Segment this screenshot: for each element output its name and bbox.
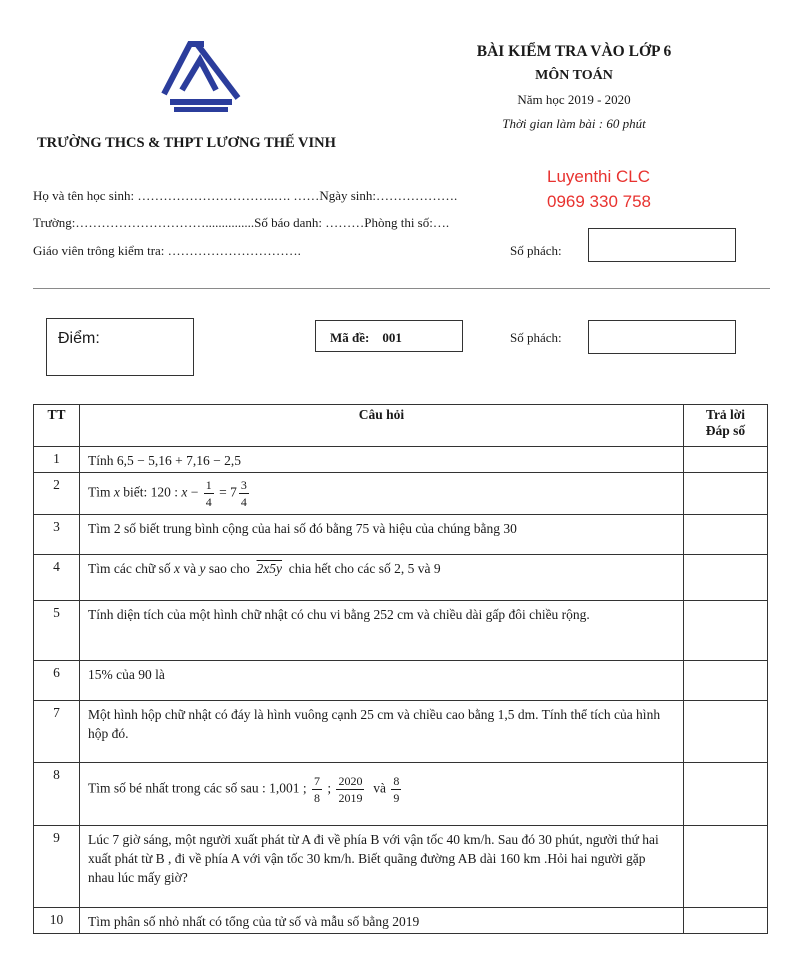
exam-duration: Thời gian làm bài : 60 phút [502,116,646,131]
question-number: 1 [34,447,80,473]
answer-cell [684,555,768,601]
question-text: Một hình hộp chữ nhật có đáy là hình vuông cạnh 25 cm và chiều cao bằng 1,5 dm. Tính thể tích của hình hộp đó. [80,701,684,763]
question-text: Lúc 7 giờ sáng, một người xuất phát từ A đi về phía B với vận tốc 40 km/h. Sau đó 30 phút, người thứ hai xuất phát từ B , đi về phía A với vận tốc 30 km/h. Biết quãng đường AB dài 160 km .Hỏi hai người gặp nhau lúc mấy giờ? [80,826,684,908]
answer-cell [684,908,768,934]
table-row [34,701,768,763]
question-number: 9 [34,826,80,908]
secret-code-box-top [588,228,736,262]
question-text: Tìm x biết: 120 : x − $\frac{1}{4}$ = 7 $\frac{3}{4}$ [80,473,684,515]
divider [33,288,770,289]
question-number: 7 [34,701,80,763]
table-row [34,826,768,908]
score-label: Điểm: [58,330,100,347]
exam-code [330,330,402,346]
question-number: 5 [34,601,80,661]
table-row [34,555,768,601]
watermark-name: Luyenthi CLC [547,167,651,186]
header-question: Câu hỏi [80,405,684,447]
table-row [34,515,768,555]
school-year: Năm học 2019 - 2020 [517,92,631,107]
fraction: $\frac{7}{8}$ [313,774,320,805]
header-tt: TT [34,405,80,447]
question-number: 10 [34,908,80,934]
table-row [34,601,768,661]
answer-cell [684,701,768,763]
table-row [34,447,768,473]
secret-code-label-bottom: Số phách: [510,330,562,345]
school-name: TRƯỜNG THCS & THPT LƯƠNG THẾ VINH [37,135,336,151]
secret-code-box-bottom [588,320,736,354]
answer-cell [684,515,768,555]
question-text: Tính 6,5 − 5,16 + 7,16 − 2,5 [80,447,684,473]
header-answer [684,405,768,447]
exam-title: BÀI KIỂM TRA VÀO LỚP 6 [476,43,672,60]
question-number: 6 [34,661,80,701]
question-text: Tìm 2 số biết trung bình cộng của hai số đó bằng 75 và hiệu của chúng bằng 30 [80,515,684,555]
exam-subject: MÔN TOÁN [535,68,613,83]
header-answer-line1: Trả lời [705,407,746,422]
overline-number: 2x5y [256,561,283,576]
table-row [34,661,768,701]
answer-cell [684,447,768,473]
question-text: Tìm số bé nhất trong các số sau : 1,001 ; $\frac{7}{8}$ ; $\frac{2020}{2019}$ và $\frac{8}{9}$ [80,763,684,826]
fraction: $\frac{2020}{2019}$ [338,774,363,805]
answer-cell [684,826,768,908]
secret-code-label-top: Số phách: [510,243,562,258]
header-answer-line2: Đáp số [705,423,746,438]
fraction: $\frac{1}{4}$ [205,478,212,509]
question-text: Tìm các chữ số x và y sao cho 2x5y chia hết cho các số 2, 5 và 9 [80,555,684,601]
question-number: 3 [34,515,80,555]
school-logo-icon [160,38,242,112]
school-field: Trường:…………………………...............Số báo danh: ………Phòng thi số:…. [33,215,450,230]
exam-code-value: 001 [382,330,402,345]
fraction: $\frac{3}{4}$ [240,478,247,509]
question-text: 15% của 90 là [80,661,684,701]
table-row [34,763,768,826]
question-text: Tìm phân số nhỏ nhất có tổng của tử số và mẫu số bằng 2019 [80,908,684,934]
table-header-row [34,405,768,447]
question-table [33,404,768,934]
question-text: Tính diện tích của một hình chữ nhật có chu vi bằng 252 cm và chiều dài gấp đôi chiều rộng. [80,601,684,661]
exam-code-label: Mã đề: [330,330,370,345]
answer-cell [684,661,768,701]
answer-cell [684,763,768,826]
table-row [34,473,768,515]
question-number: 4 [34,555,80,601]
answer-cell [684,601,768,661]
question-number: 2 [34,473,80,515]
proctor-field: Giáo viên trông kiểm tra: …………………………. [33,243,301,258]
answer-cell [684,473,768,515]
student-name-field: Họ và tên học sinh: …………………………..…. ……Ngày sinh:………………. [33,188,458,203]
table-row [34,908,768,934]
watermark-phone: 0969 330 758 [547,192,651,211]
fraction: $\frac{8}{9}$ [393,774,400,805]
question-number: 8 [34,763,80,826]
